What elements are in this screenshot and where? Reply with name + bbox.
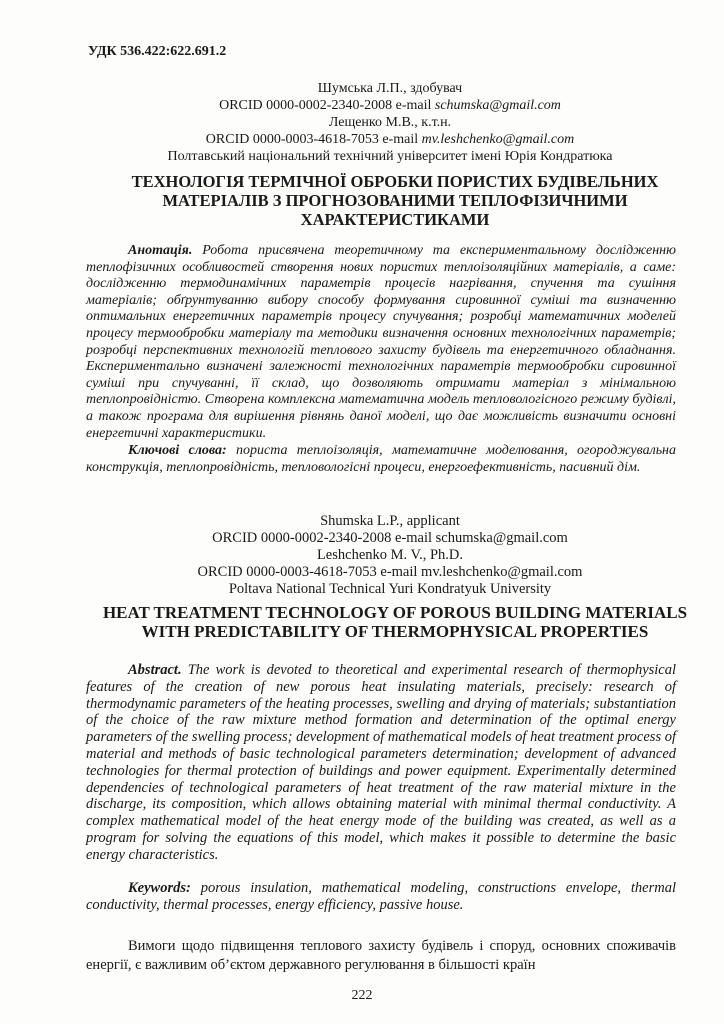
en-abstract-text: The work is devoted to theoretical and experimental research of thermophysical features of the creation of new porous heat insulating materials, precisely: research of thermodynamic parameters of the heating processes, swelling and drying of materials; substantiation of the choice of the raw mixture method formation and determination of the optimal energy parameters of the swelling process; development of mathematical models of heat treatment process of material and methods of basic technological parameters determination; development of advanced technologies for thermal protection of buildings and power equipment. Experimentally determined dependencies of technological parameters of heat treatment of the raw material mixture in the discharge, its composition, which allows obtaining material with minimal thermal conductivity. A complex mathematical model of the heat energy mode of the building was created, as well as a program for solving the equations of this model, which makes it possible to determine the basic energy characteristics.: [86, 662, 677, 863]
ua-affiliation: Полтавський національний технічний університет імені Юрія Кондратюка: [167, 149, 613, 164]
ua-author-1: Шумська Л.П., здобувач: [317, 81, 463, 96]
en-author-2: Leshchenko M. V., Ph.D.: [316, 547, 464, 563]
en-keywords: [86, 880, 676, 914]
orcid-text: ORCID 0000-0003-4618-7053 e-mail: [205, 132, 422, 147]
en-keywords-text: porous insulation, mathematical modeling, constructions envelope, thermal conductivity, thermal processes, energy efficiency, passive house.: [86, 880, 676, 913]
en-affiliation: Poltava National Technical Yuri Kondratyuk University: [228, 581, 552, 597]
ua-abstract: [86, 243, 676, 442]
ua-author-1-orcid: [100, 97, 680, 114]
email-link: schumska@gmail.com: [434, 98, 561, 113]
ua-title: ТЕХНОЛОГІЯ ТЕРМІЧНОЇ ОБРОБКИ ПОРИСТИХ БУДІВЕЛЬНИХ МАТЕРІАЛІВ З ПРОГНОЗОВАНИМИ ТЕПЛОФІЗИЧНИМИ ХАРАКТЕРИСТИКАМИ: [131, 172, 659, 229]
page-number: 222: [351, 988, 373, 1003]
udc-code: УДК 536.422:622.691.2: [88, 44, 227, 59]
en-authors-block: [100, 513, 680, 598]
ua-keywords-label: Ключові слова:: [128, 443, 227, 458]
en-author-2-orcid: ORCID 0000-0003-4618-7053 e-mail mv.leshchenko@gmail.com: [197, 564, 583, 580]
en-keywords-label: Keywords:: [128, 880, 191, 896]
ua-authors-block: [100, 80, 680, 165]
body-paragraph: Вимоги щодо підвищення теплового захисту будівель і споруд, основних споживачів енергії, є важливим об’єктом державного регулювання в більшості країн: [86, 938, 676, 973]
email-link: mv.leshchenko@gmail.com: [421, 132, 575, 147]
en-abstract: [86, 662, 676, 864]
en-title: HEAT TREATMENT TECHNOLOGY OF POROUS BUILDING MATERIALS WITH PREDICTABILITY OF THERMOPHYSICAL PROPERTIES: [102, 603, 688, 641]
orcid-text: ORCID 0000-0002-2340-2008 e-mail: [219, 98, 435, 113]
ua-abstract-text: Робота присвячена теоретичному та експериментальному дослідженню теплофізичних особливостей створення нових пористих теплоізоляційних матеріалів, а саме: дослідженню термодинамічних параметрів процесів нагрівання, спучення та сушіння матеріалів; обґрунтуванню вибору способу формування сировинної суміші та визначенню оптимальних енергетичних параметрів процесу спучування; розробці математичних моделей процесу термообробки матеріалу та методики визначення основних технологічних параметрів; розробці перспективних технологій теплового захисту будівель та енергетичного обладнання. Експериментально визначені залежності технологічних параметрів термообробки сировинної суміші при спучуванні, її склад, що дозволяють отримати матеріал з мінімальною теплопровідністю. Створена комплексна математична модель тепловологісного режиму будівлі, а також програма для вирішення рівнянь даної моделі, що дає можливість визначити основні енергетичні характеристики.: [86, 243, 676, 441]
en-author-1-orcid: ORCID 0000-0002-2340-2008 e-mail schumska@gmail.com: [212, 530, 568, 546]
en-author-1: Shumska L.P., applicant: [320, 513, 460, 529]
ua-author-2-orcid: [100, 131, 680, 148]
ua-author-2: Лещенко М.В., к.т.н.: [328, 115, 452, 130]
ua-abstract-label: Анотація.: [128, 243, 193, 258]
ua-keywords-text: пориста теплоізоляція, математичне моделювання, огороджувальна конструкція, теплопровідність, тепловологісні процеси, енергоефективність, пасивний дім.: [86, 443, 677, 475]
en-abstract-label: Abstract.: [128, 662, 182, 678]
ua-keywords: [86, 443, 676, 476]
